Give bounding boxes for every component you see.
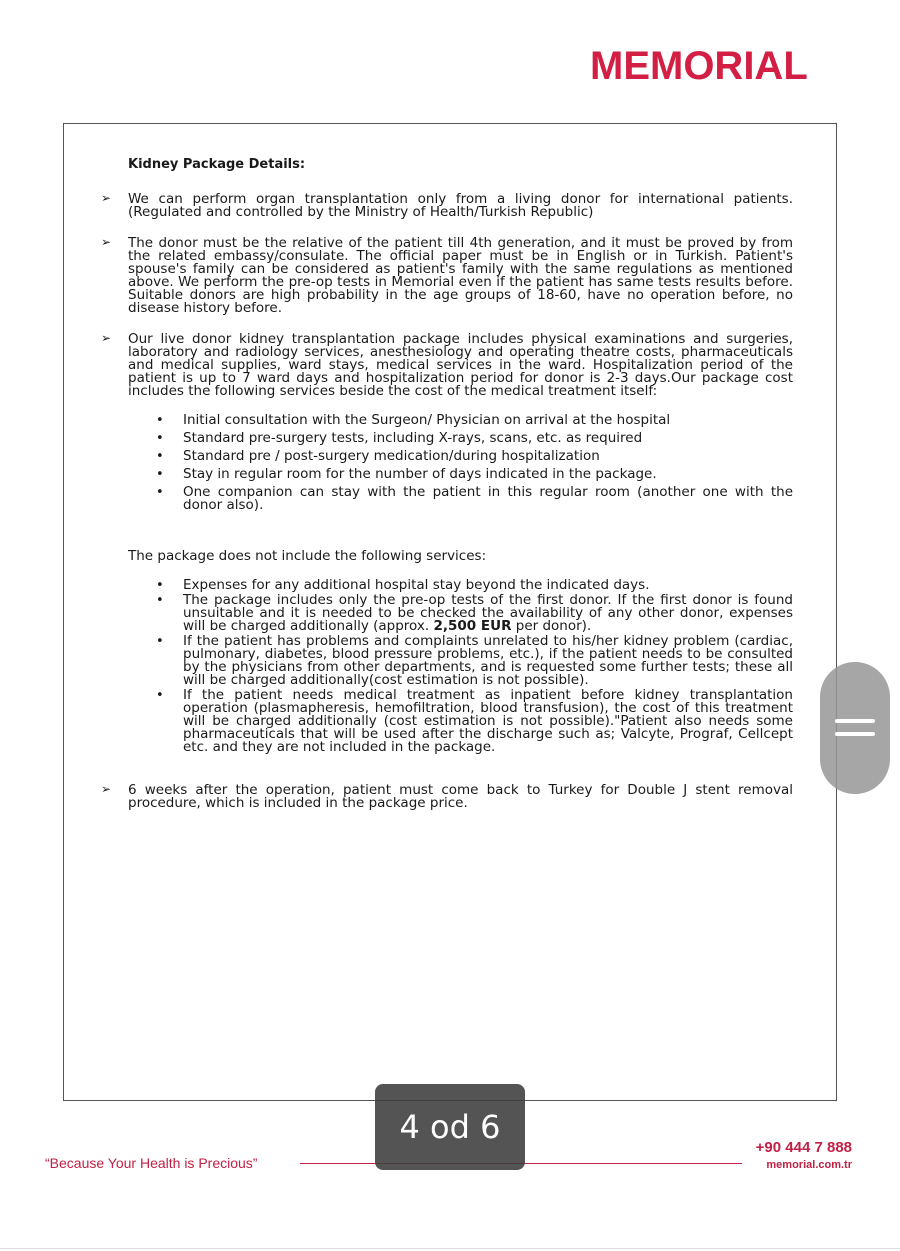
bullet-dot-icon: •	[156, 578, 164, 593]
donor-cost: 2,500 EUR	[433, 618, 512, 634]
footer-slogan: “Because Your Health is Precious”	[45, 1155, 258, 1171]
included-list	[156, 412, 793, 513]
excluded-item: • The package includes only the pre-op tests of the first donor. If the first donor is found unsuitable and it is needed to be checked the availability of any other donor, expenses will be charged additionally (approx. 2,500 EUR per donor).	[156, 592, 793, 634]
included-item: • Standard pre-surgery tests, including X-rays, scans, etc. as required	[156, 430, 643, 446]
excluded-item: • Expenses for any additional hospital stay beyond the indicated days.	[156, 577, 650, 593]
document-heading: Kidney Package Details:	[128, 157, 306, 172]
point-1	[101, 191, 793, 220]
included-item: • Initial consultation with the Surgeon/ Physician on arrival at the hospital	[156, 412, 671, 428]
bullet-dot-icon: •	[156, 413, 164, 428]
excluded-item: • If the patient has problems and complaints unrelated to his/her kidney problem (cardiac, pulmonary, diabetes, blood pressure problems, etc.), if the patient needs to be consulted by the physicians from other departments, and is requested some further tests; these all will be charged additionally(cost estimation is not possible).	[156, 633, 793, 688]
bullet-dot-icon: •	[156, 449, 164, 464]
point-4-text: 6 weeks after the operation, patient must come back to Turkey for Double J stent removal procedure, which is included in the package price.	[128, 782, 793, 811]
excluded-item: • If the patient needs medical treatment as inpatient before kidney transplantation operation (plasmapheresis, hemofiltration, blood transfusion), the cost of this treatment will be charged additionally (cost estimation is not possible)."Patient also needs some pharmaceuticals that will be used after the discharge such as; Valcyte, Prograf, Cellcept etc. and they are not included in the package.	[156, 687, 793, 755]
point-2	[101, 235, 793, 316]
bullet-dot-icon: •	[156, 485, 164, 500]
bullet-dot-icon: •	[156, 467, 164, 482]
arrow-bullet-icon: ➢	[101, 191, 112, 205]
excluded-intro: The package does not include the following services:	[128, 548, 487, 564]
included-item: • One companion can stay with the patient in this regular room (another one with the donor also).	[156, 484, 793, 513]
included-item: • Standard pre / post-surgery medication/during hospitalization	[156, 448, 600, 464]
bullet-dot-icon: •	[156, 634, 164, 649]
bullet-dot-icon: •	[156, 688, 164, 703]
scroll-grip-line	[835, 719, 875, 723]
arrow-bullet-icon: ➢	[101, 331, 112, 345]
footer-phone: +90 444 7 888	[755, 1139, 852, 1156]
footer-website: memorial.com.tr	[766, 1159, 852, 1171]
point-2-text: The donor must be the relative of the patient till 4th generation, and it must be proved by from the related embassy/consulate. The official paper must be in English or in Turkish. Patient's spouse's family can be considered as patient's family with the same regulations as mentioned above. We perform the pre-op tests in Memorial even if the patient has same tests results before. Suitable donors are high probability in the age groups of 18-60, have no operation before, no disease history before.	[128, 235, 793, 316]
included-item: • Stay in regular room for the number of days indicated in the package.	[156, 466, 657, 482]
point-3-text: Our live donor kidney transplantation package includes physical examinations and surgeries, laboratory and radiology services, anesthesiology and operating theatre costs, pharmaceuticals and medical supplies, ward stays, medical services in the ward. Hospitalization period of the patient is up to 7 ward days and hospitalization period for donor is 2-3 days.Our package cost includes the following services beside the cost of the medical treatment itself:	[128, 331, 793, 399]
memorial-logo: MEMORIAL	[590, 44, 808, 88]
arrow-bullet-icon: ➢	[101, 235, 112, 249]
point-4	[101, 782, 793, 811]
bullet-dot-icon: •	[156, 593, 164, 608]
page-indicator: 4 od 6	[375, 1084, 525, 1170]
bullet-dot-icon: •	[156, 431, 164, 446]
scroll-grip-line	[835, 732, 875, 736]
point-3	[101, 331, 793, 755]
bottom-divider	[0, 1248, 900, 1249]
arrow-bullet-icon: ➢	[101, 782, 112, 796]
point-1-text: We can perform organ transplantation only from a living donor for international patients. (Regulated and controlled by the Ministry of Health/Turkish Republic)	[128, 191, 793, 220]
scroll-handle-icon[interactable]	[820, 662, 890, 794]
excluded-list	[156, 577, 793, 755]
document-content	[101, 157, 793, 828]
